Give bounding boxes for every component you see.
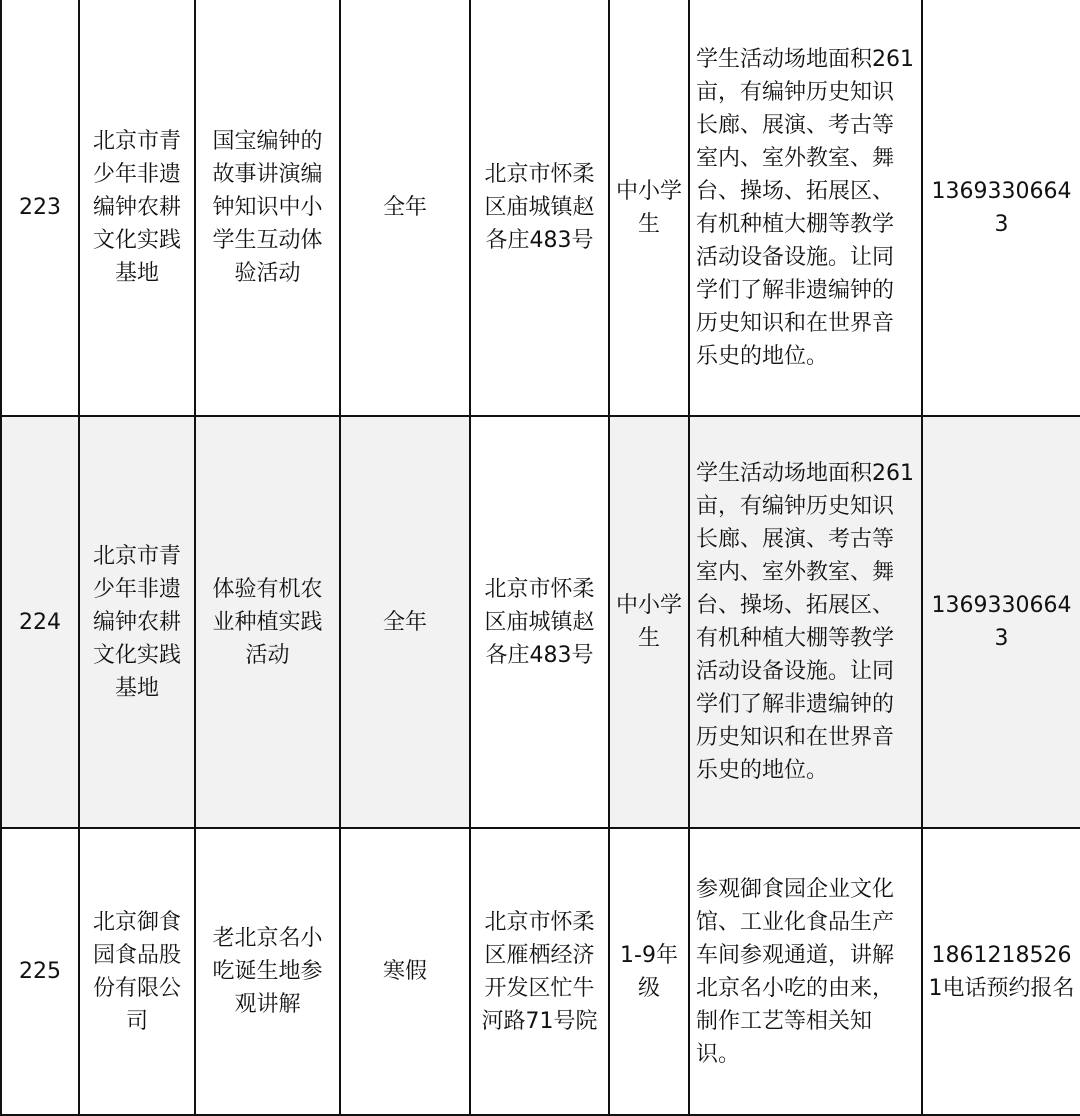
address-cell: 北京市怀柔区庙城镇赵各庄483号 [470,0,609,416]
phone-cell: 18612185261电话预约报名 [922,828,1080,1115]
phone-cell: 13693306643 [922,0,1080,416]
audience-cell: 1-9年级 [609,828,689,1115]
content-cell: 学生活动场地面积261亩，有编钟历史知识长廊、展演、考古等室内、室外教室、舞台、操场、拓展区、有机种植大棚等教学活动设备设施。让同学们了解非遗编钟的历史知识和在世界音乐史的地位。 [689,0,922,416]
organization-cell: 北京御食园食品股份有限公司 [79,828,195,1115]
organization-cell: 北京市青少年非遗编钟农耕文化实践基地 [79,416,195,828]
row-number: 224 [1,416,79,828]
time-cell: 全年 [340,0,470,416]
row-number: 223 [1,0,79,416]
audience-cell: 中小学生 [609,0,689,416]
time-cell: 寒假 [340,828,470,1115]
activity-cell: 国宝编钟的故事讲演编钟知识中小学生互动体验活动 [195,0,340,416]
table-row [1,0,1080,416]
content-cell: 参观御食园企业文化馆、工业化食品生产车间参观通道，讲解北京名小吃的由来，制作工艺等相关知识。 [689,828,922,1115]
address-cell: 北京市怀柔区雁栖经济开发区忙牛河路71号院 [470,828,609,1115]
audience-cell: 中小学生 [609,416,689,828]
phone-cell: 13693306643 [922,416,1080,828]
organization-cell: 北京市青少年非遗编钟农耕文化实践基地 [79,0,195,416]
table-row [1,828,1080,1115]
row-number: 225 [1,828,79,1115]
activity-cell: 老北京名小吃诞生地参观讲解 [195,828,340,1115]
address-cell: 北京市怀柔区庙城镇赵各庄483号 [470,416,609,828]
activity-cell: 体验有机农业种植实践活动 [195,416,340,828]
content-cell: 学生活动场地面积261亩，有编钟历史知识长廊、展演、考古等室内、室外教室、舞台、操场、拓展区、有机种植大棚等教学活动设备设施。让同学们了解非遗编钟的历史知识和在世界音乐史的地位。 [689,416,922,828]
time-cell: 全年 [340,416,470,828]
table-row [1,416,1080,828]
